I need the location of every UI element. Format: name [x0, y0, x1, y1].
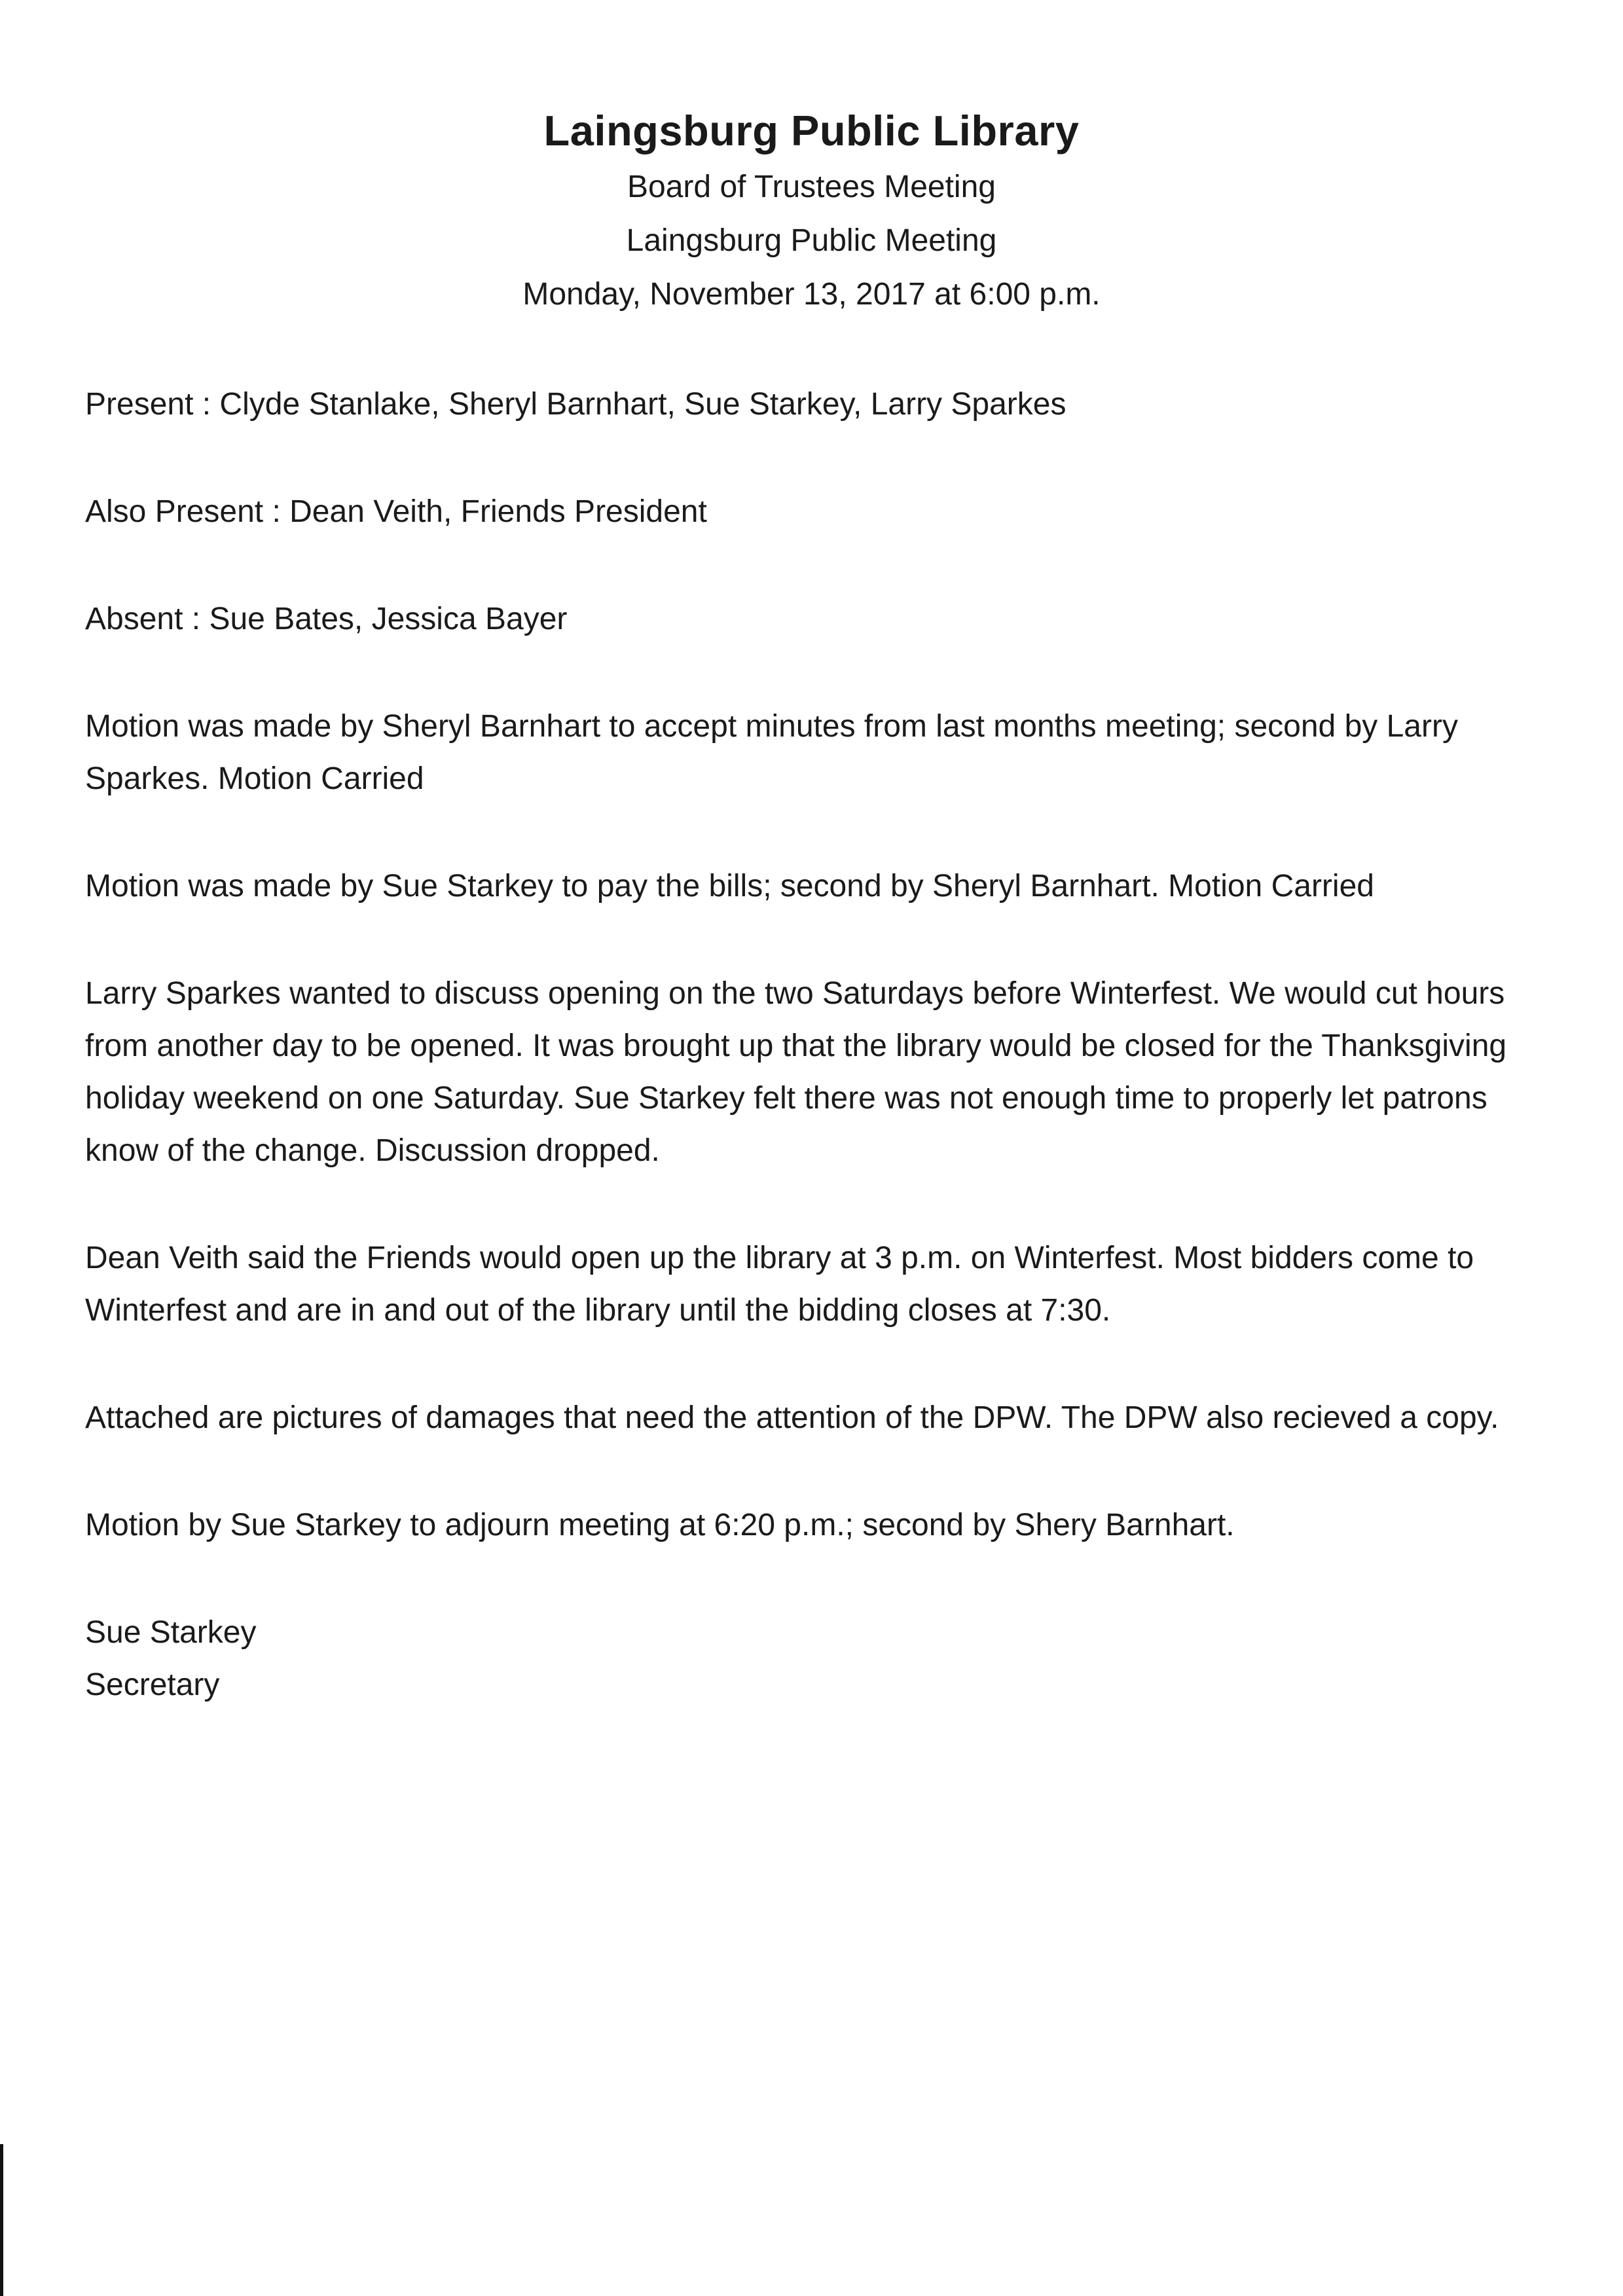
- meeting-name: Laingsburg Public Meeting: [626, 223, 997, 258]
- signature-block: [85, 1607, 1565, 1711]
- signature-name: Sue Starkey: [85, 1615, 257, 1650]
- minutes-paragraph: Dean Veith said the Friends would open up the library at 3 p.m. on Winterfest. Most bidders come to Winterfest and are in and out of the library until the bidding closes at 7:30.: [85, 1241, 1474, 1328]
- minutes-paragraph: Attached are pictures of damages that need the attention of the DPW. The DPW also recieved a copy.: [85, 1400, 1499, 1435]
- meeting-date: Monday, November 13, 2017 at 6:00 p.m.: [522, 277, 1101, 312]
- minutes-paragraph: Larry Sparkes wanted to discuss opening on the two Saturdays before Winterfest. We would cut hours from another day to be opened. It was brought up that the library would be closed for the Thanksgiving holiday weekend on one Saturday. Sue Starkey felt there was not enough time to properly let patrons know of the change. Discussion dropped.: [85, 976, 1507, 1168]
- minutes-paragraph: Motion was made by Sheryl Barnhart to accept minutes from last months meeting; second by Larry Sparkes. Motion Carried: [85, 709, 1458, 796]
- attendance-also-present: Also Present : Dean Veith, Friends President: [85, 494, 707, 529]
- attendance-absent: Absent : Sue Bates, Jessica Bayer: [85, 602, 568, 636]
- minutes-paragraph: Motion was made by Sue Starkey to pay the bills; second by Sheryl Barnhart. Motion Carried: [85, 869, 1374, 903]
- attendance-present: Present : Clyde Stanlake, Sheryl Barnhart, Sue Starkey, Larry Sparkes: [85, 387, 1067, 422]
- meeting-type: Board of Trustees Meeting: [627, 170, 996, 204]
- document-title: Laingsburg Public Library: [543, 107, 1080, 155]
- document-body: [85, 378, 1565, 1711]
- document-header: [0, 101, 1623, 321]
- minutes-paragraph: Motion by Sue Starkey to adjourn meeting at 6:20 p.m.; second by Shery Barnhart.: [85, 1508, 1235, 1542]
- scan-edge-mark: [0, 2144, 3, 2296]
- signature-role: Secretary: [85, 1667, 220, 1702]
